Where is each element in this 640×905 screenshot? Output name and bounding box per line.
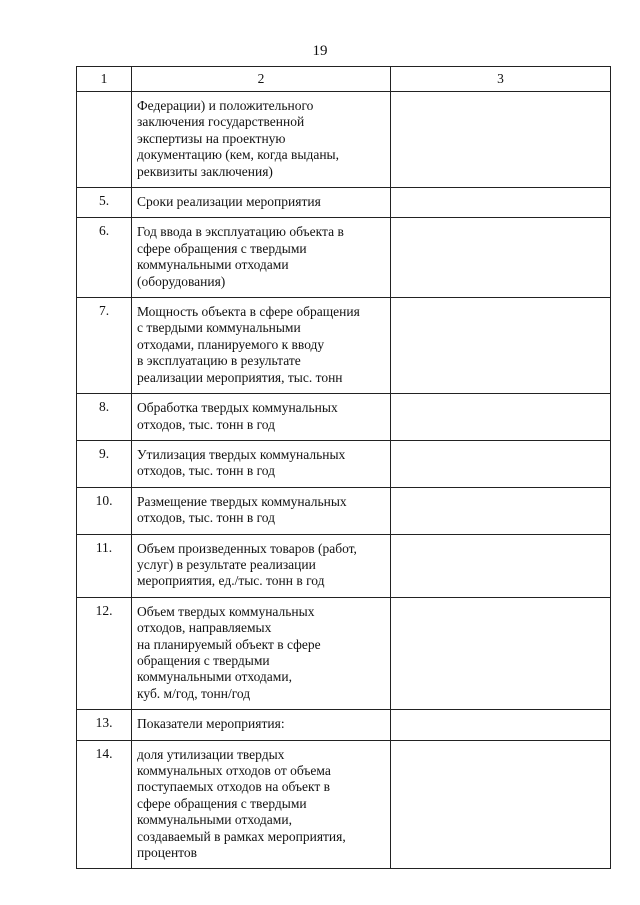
- row-value: [391, 487, 611, 534]
- row-number: 6.: [77, 218, 132, 298]
- table-row: [77, 710, 611, 740]
- row-value: [391, 534, 611, 597]
- row-description: Объем твердых коммунальных отходов, направляемых на планируемый объект в сфере обращения с твердыми коммунальными отходами, куб. м/год, тонн/год: [132, 597, 391, 709]
- row-number: 5.: [77, 188, 132, 218]
- row-description: Мощность объекта в сфере обращения с твердыми коммунальными отходами, планируемого к вводу в эксплуатацию в результате реализации мероприятия, тыс. тонн: [132, 298, 391, 394]
- row-number: 9.: [77, 440, 132, 487]
- row-number: 12.: [77, 597, 132, 709]
- row-value: [391, 740, 611, 869]
- table-row: [77, 298, 611, 394]
- table-row: [77, 534, 611, 597]
- row-value: [391, 394, 611, 441]
- row-number: 11.: [77, 534, 132, 597]
- table-row: [77, 740, 611, 869]
- row-description: Федерации) и положительного заключения государственной экспертизы на проектную документацию (кем, когда выданы, реквизиты заключения): [132, 92, 391, 188]
- row-description: Год ввода в эксплуатацию объекта в сфере обращения с твердыми коммунальными отходами (оборудования): [132, 218, 391, 298]
- table-row: [77, 487, 611, 534]
- row-value: [391, 218, 611, 298]
- row-number: 13.: [77, 710, 132, 740]
- row-description: Показатели мероприятия:: [132, 710, 391, 740]
- table-row: [77, 218, 611, 298]
- row-description: Объем произведенных товаров (работ, услуг) в результате реализации мероприятия, ед./тыс. тонн в год: [132, 534, 391, 597]
- row-number: 14.: [77, 740, 132, 869]
- row-description: доля утилизации твердых коммунальных отходов от объема поступаемых отходов на объект в сфере обращения с твердыми коммунальными отходами, создаваемый в рамках мероприятия, процентов: [132, 740, 391, 869]
- row-description: Утилизация твердых коммунальных отходов, тыс. тонн в год: [132, 440, 391, 487]
- row-description: Размещение твердых коммунальных отходов, тыс. тонн в год: [132, 487, 391, 534]
- row-value: [391, 710, 611, 740]
- column-header-1: 1: [77, 67, 132, 92]
- document-table: [76, 66, 611, 869]
- row-number: 8.: [77, 394, 132, 441]
- row-value: [391, 92, 611, 188]
- table-row: [77, 597, 611, 709]
- row-value: [391, 597, 611, 709]
- row-description: Сроки реализации мероприятия: [132, 188, 391, 218]
- row-number: 10.: [77, 487, 132, 534]
- table-header-row: [77, 67, 611, 92]
- table-body: [77, 67, 611, 869]
- page-number: 19: [312, 43, 328, 59]
- row-description: Обработка твердых коммунальных отходов, тыс. тонн в год: [132, 394, 391, 441]
- table-row: [77, 92, 611, 188]
- row-number: 7.: [77, 298, 132, 394]
- row-value: [391, 188, 611, 218]
- table-row: [77, 394, 611, 441]
- table-row: [77, 440, 611, 487]
- row-value: [391, 440, 611, 487]
- row-number: [77, 92, 132, 188]
- row-value: [391, 298, 611, 394]
- table-row: [77, 188, 611, 218]
- column-header-3: 3: [391, 67, 611, 92]
- column-header-2: 2: [132, 67, 391, 92]
